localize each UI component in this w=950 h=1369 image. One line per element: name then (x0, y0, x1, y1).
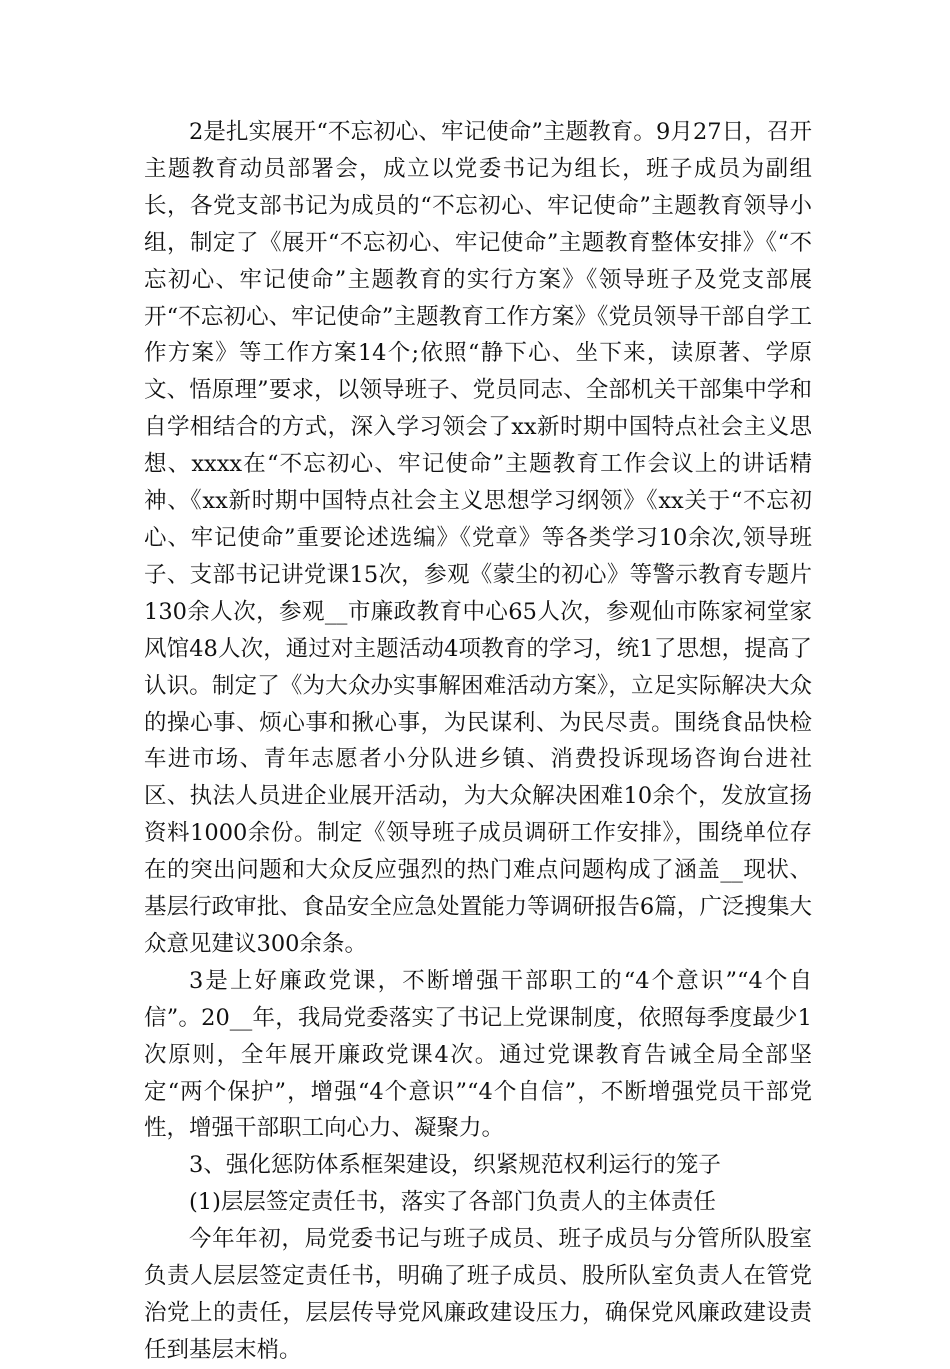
paragraph-party-lecture: 3是上好廉政党课，不断增强干部职工的“4个意识”“4个自信”。20__年，我局党委落实了书记上党课制度，依照每季度最少1次原则，全年展开廉政党课4次。通过党课教育告诫全局全部坚定“两个保护”，增强“4个意识”“4个自信”，不断增强党员干部党性，增强干部职工向心力、凝聚力。 (144, 967, 812, 1142)
document-page (144, 114, 812, 1369)
paragraph-thematic-education: 2是扎实展开“不忘初心、牢记使命”主题教育。9月27日，召开主题教育动员部署会，成立以党委书记为组长，班子成员为副组长，各党支部书记为成员的“不忘初心、牢记使命”主题教育领导小组，制定了《展开“不忘初心、牢记使命”主题教育整体安排》《“不忘初心、牢记使命”主题教育的实行方案》《领导班子及党支部展开“不忘初心、牢记使命”主题教育工作方案》《党员领导干部自学工作方案》等工作方案14个;依照“静下心、坐下来，读原著、学原文、悟原理”要求，以领导班子、党员同志、全部机关干部集中学和自学相结合的方式，深入学习领会了xx新时期中国特点社会主义思想、xxxx在“不忘初心、牢记使命”主题教育工作会议上的讲话精神、《xx新时期中国特点社会主义思想学习纲领》《xx关于“不忘初心、牢记使命”重要论述选编》《党章》等各类学习10余次,领导班子、支部书记讲党课15次，参观《蒙尘的初心》等警示教育专题片130余人次，参观__市廉政教育中心65人次，参观仙市陈家祠堂家风馆48人次，通过对主题活动4项教育的学习，统1了思想，提高了认识。制定了《为大众办实事解困难活动方案》，立足实际解决大众的操心事、烦心事和揪心事，为民谋利、为民尽责。围绕食品快检车进市场、青年志愿者小分队进乡镇、消费投诉现场咨询台进社区、执法人员进企业展开活动，为大众解决困难10余个，发放宣扬资料1000余份。制定《领导班子成员调研工作安排》，围绕单位存在的突出问题和大众反应强烈的热门难点问题构成了涵盖__现状、基层行政审批、食品安全应急处置能力等调研报告6篇，广泛搜集大众意见建议300余条。 (144, 119, 812, 957)
subsection-heading: (1)层层签定责任书，落实了各部门负责人的主体责任 (189, 1189, 716, 1216)
section-heading: 3、强化惩防体系框架建设，织紧规范权利运行的笼子 (189, 1152, 721, 1179)
paragraph-responsibility: 今年年初，局党委书记与班子成员、班子成员与分管所队股室负责人层层签定责任书，明确了班子成员、股所队室负责人在管党治党上的责任，层层传导党风廉政建设压力，确保党风廉政建设责任到基层末梢。 (144, 1226, 812, 1363)
